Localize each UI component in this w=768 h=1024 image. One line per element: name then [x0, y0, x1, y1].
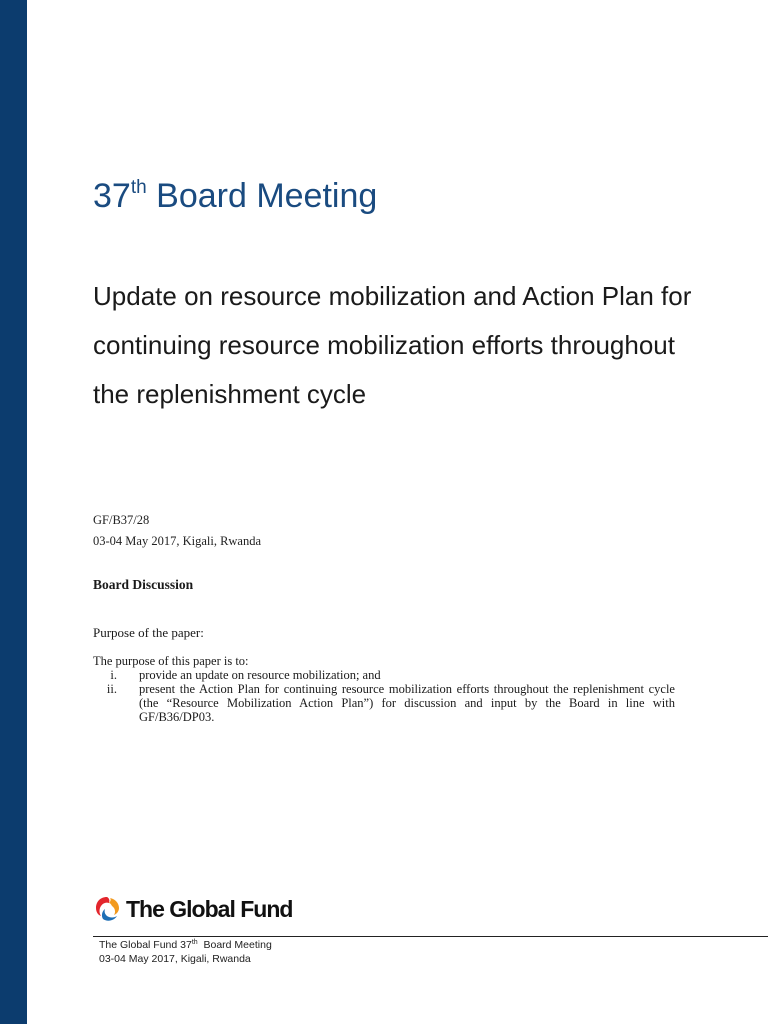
- meeting-title: [93, 172, 377, 220]
- left-sidebar-band: [0, 0, 27, 1024]
- list-numeral: i.: [110, 668, 117, 682]
- document-date-location: 03-04 May 2017, Kigali, Rwanda: [93, 534, 262, 548]
- purpose-heading: Purpose of the paper:: [93, 625, 204, 640]
- footer-divider: [93, 936, 768, 937]
- global-fund-logo-icon: [93, 894, 123, 924]
- purpose-list: [93, 668, 675, 724]
- meeting-ordinal-suffix: th: [130, 177, 147, 198]
- list-item-text: present the Action Plan for continuing resource mobilization efforts throughout the replenishment cycle (the “Resource Mobilization Action Plan”) for discussion and input by the Board in line with GF/B36/DP03.: [139, 682, 675, 724]
- decision-type-label: Board Discussion: [93, 577, 194, 592]
- list-numeral: ii.: [106, 682, 117, 696]
- logo-wordmark: The Global Fund: [126, 895, 293, 922]
- paper-title: Update on resource mobilization and Action Plan for continuing resource mobilization efforts throughout the replenishment cycle: [93, 281, 692, 409]
- document-reference: GF/B37/28: [93, 513, 150, 527]
- footer-date-line: 03-04 May 2017, Kigali, Rwanda: [99, 953, 251, 965]
- footer-ordinal-suffix: th: [191, 939, 198, 946]
- purpose-list-item: [93, 682, 675, 724]
- purpose-intro: The purpose of this paper is to:: [93, 654, 249, 668]
- footer-meeting-suffix: Board Meeting: [197, 939, 272, 951]
- footer-meeting-prefix: The Global Fund 37: [99, 939, 192, 951]
- meeting-title-text: Board Meeting: [156, 177, 378, 215]
- footer-meeting-line: [99, 939, 272, 952]
- meeting-number: 37: [93, 177, 131, 215]
- list-item-text: provide an update on resource mobilization; and: [139, 668, 381, 682]
- global-fund-logo: [93, 894, 292, 924]
- logo-swoosh-orange: [109, 898, 119, 915]
- purpose-list-item: [93, 668, 675, 682]
- logo-swoosh-blue: [102, 909, 117, 921]
